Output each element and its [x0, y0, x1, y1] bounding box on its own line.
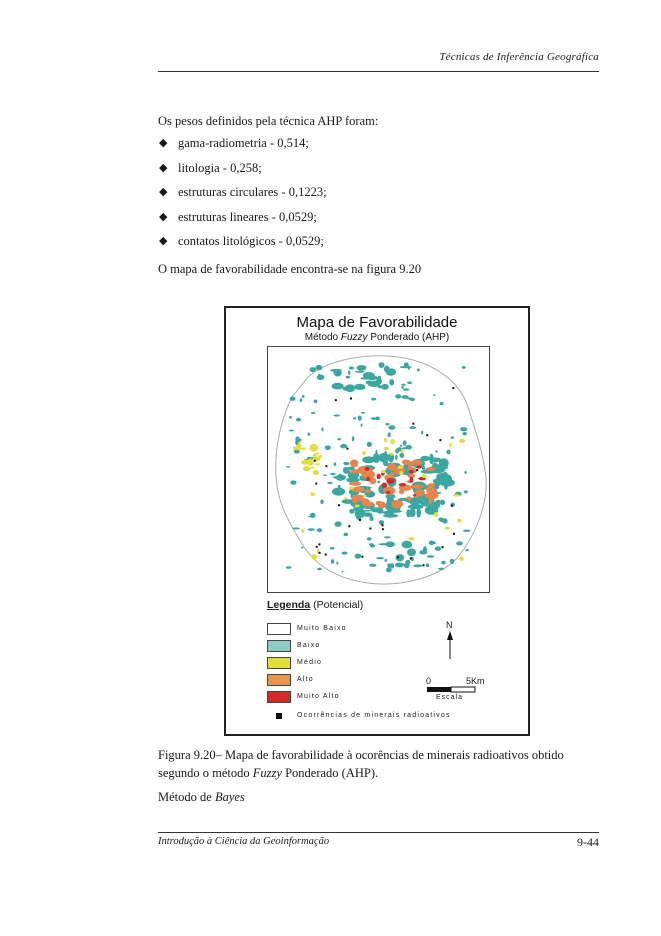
occurrence-marker [325, 465, 327, 467]
occurrence-marker [441, 546, 443, 548]
map-patch [441, 561, 445, 565]
map-patch [390, 563, 394, 569]
map-patch [286, 466, 291, 468]
map-patch [411, 484, 424, 488]
map-patch [408, 537, 414, 540]
occurrence-marker [338, 504, 340, 506]
occurrence-marker [359, 519, 361, 521]
map-patch [344, 497, 347, 499]
map-patch [417, 369, 420, 372]
map-patch [378, 385, 384, 388]
map-patch [346, 376, 351, 379]
map-patch [317, 528, 322, 532]
map-patch [350, 459, 358, 467]
map-patch [369, 564, 376, 567]
occurrence-marker [315, 483, 317, 485]
map-subtitle: Método Fuzzy Ponderado (AHP) [304, 332, 450, 343]
map-patch [343, 533, 348, 537]
map-patch [428, 483, 436, 487]
map-patch [345, 384, 355, 392]
map-patch [396, 554, 405, 561]
map-patch [378, 502, 386, 509]
map-patch [367, 442, 372, 447]
map-patch [323, 474, 327, 476]
map-patch [332, 488, 345, 496]
map-patch [327, 482, 333, 484]
map-patch [336, 562, 338, 565]
map-patch [379, 520, 384, 525]
map-patch [310, 513, 316, 518]
map-patch [308, 433, 311, 436]
map-patch [369, 516, 373, 521]
map-patch [446, 450, 450, 455]
map-patch [361, 423, 363, 426]
figure-caption: Figura 9.20– Mapa de favorabilidade à ocorências de minerais radioativos obtido segundo o método Fuzzy Ponderado (AHP). [158, 748, 564, 780]
map-patch [362, 495, 366, 497]
map-patch [384, 559, 387, 562]
map-patch [384, 536, 391, 538]
map-patch [400, 483, 406, 486]
map-patch [407, 548, 416, 556]
map-patch [360, 386, 366, 389]
list-item: ◆ litologia - 0,258; [159, 160, 262, 175]
map-patch [464, 471, 466, 474]
map-patch [377, 481, 380, 484]
map-patch [334, 521, 341, 526]
map-patch [422, 474, 427, 478]
map-title: Mapa de Favorabilidade [296, 314, 458, 331]
map-patch [365, 467, 370, 471]
map-patch [462, 432, 467, 436]
map-patch [313, 470, 319, 475]
bullet-icon: ◆ [159, 161, 168, 174]
map-patch [358, 416, 362, 421]
map-patch [406, 496, 411, 501]
map-patch [401, 384, 405, 386]
map-patch [427, 555, 435, 558]
map-patch [457, 519, 461, 522]
map-patch [318, 374, 320, 376]
map-patch [450, 559, 454, 564]
map-patch [459, 439, 465, 443]
map-patch [342, 551, 348, 554]
map-patch [409, 470, 414, 474]
occurrence-marker [348, 525, 350, 527]
map-patch [451, 436, 454, 439]
map-patch [381, 470, 385, 473]
map-patch [307, 528, 314, 531]
map-patch [340, 444, 347, 448]
map-patch [413, 564, 422, 567]
map-patch [435, 500, 441, 505]
map-patch [439, 518, 445, 522]
map-patch [381, 483, 387, 488]
map-patch [331, 559, 334, 563]
map-patch [449, 443, 451, 448]
map-patch [313, 453, 317, 459]
scale-label: Escala [436, 694, 464, 701]
map-patch [307, 459, 314, 466]
map-patch [309, 444, 318, 452]
map-patch [301, 547, 303, 549]
map-patch [465, 549, 468, 551]
map-patch [409, 477, 413, 483]
list-item: ◆ estruturas circulares - 0,1223; [159, 185, 327, 199]
map-patch [337, 474, 343, 481]
map-patch [444, 480, 448, 490]
map-patch [384, 366, 389, 373]
map-patch [289, 430, 295, 432]
occurrence-marker [439, 439, 441, 441]
occurrence-marker [369, 527, 371, 529]
map-patch [377, 474, 381, 480]
north-arrow-icon [445, 631, 455, 659]
map-patch [398, 466, 404, 469]
bullet-icon: ◆ [159, 210, 168, 223]
map-patch [310, 492, 315, 495]
bullet-icon: ◆ [159, 137, 168, 149]
map-patch [362, 451, 365, 455]
map-patch [426, 563, 429, 567]
map-patch [385, 491, 390, 494]
map-patch [407, 381, 412, 384]
map-patch [401, 386, 404, 389]
map-patch [429, 541, 434, 546]
page-number: 9-44 [577, 835, 599, 849]
map-patch [417, 508, 421, 518]
footer-title: Introdução à Ciência da Geoinformação [158, 836, 330, 847]
map-patch [292, 527, 300, 529]
map-patch [286, 566, 292, 569]
map-patch [406, 509, 411, 517]
occurrence-marker [412, 423, 414, 425]
map-patch [388, 432, 391, 437]
map-patch [459, 556, 464, 560]
map-patch [429, 454, 433, 464]
map-patch [341, 571, 343, 573]
map-patch [303, 466, 310, 471]
map-patch [444, 527, 450, 530]
footer-rule [158, 832, 599, 833]
map-patch [317, 568, 322, 571]
map-patch [390, 472, 395, 479]
occurrence-marker [416, 469, 418, 471]
favorability-map [267, 346, 490, 593]
map-patch [390, 439, 395, 444]
weights-list [158, 136, 327, 259]
figure-frame: Mapa de Favorabilidade Método Fuzzy Ponderado (AHP) Legenda (Potencial) Muito Baixo Baixo Médio Alto Muito Alto Ocorrências de minerais radioativos N 0 5Km Escala [224, 306, 530, 736]
occurrence-marker [451, 505, 453, 507]
map-patch [421, 431, 423, 435]
occurrence-marker [382, 524, 384, 526]
list-item: ◆ gama-radiometria - 0,514; [159, 136, 309, 150]
map-patch [435, 450, 438, 452]
map-patch [325, 445, 331, 450]
map-patch [384, 447, 389, 450]
map-patch [352, 436, 354, 441]
section-heading: Método de Bayes [158, 790, 245, 804]
occurrence-marker [319, 552, 321, 554]
map-patch [349, 471, 362, 474]
map-patch [399, 471, 403, 475]
map-patch [456, 541, 462, 545]
map-patch [371, 398, 376, 401]
intro-paragraph: Os pesos definidos pela técnica AHP foram: [158, 114, 379, 128]
occurrence-marker [397, 556, 399, 558]
map-patch [349, 482, 361, 486]
map-patch [423, 546, 427, 553]
map-patch [349, 486, 354, 489]
map-patch [332, 383, 344, 390]
map-patch [453, 494, 460, 497]
map-patch [401, 395, 408, 399]
occurrence-marker [314, 460, 316, 462]
map-patch [317, 375, 325, 380]
map-patch [300, 398, 303, 402]
occurrence-marker [318, 543, 320, 545]
running-header: Técnicas de Inferência Geográfica [439, 51, 599, 63]
map-patch [436, 473, 448, 480]
map-patch [311, 554, 317, 560]
figure-reference: O mapa de favorabilidade encontra-se na figura 9.20 [158, 262, 422, 276]
map-patch [384, 438, 387, 442]
legend-swatch [267, 640, 291, 652]
map-patch [429, 496, 433, 504]
map-patch [357, 365, 367, 371]
legend-swatch [267, 691, 291, 703]
map-patch [355, 553, 362, 558]
map-patch [310, 466, 315, 468]
map-patch [366, 477, 370, 482]
map-patch [385, 423, 389, 426]
map-graphic [268, 347, 489, 592]
map-patch [314, 400, 318, 404]
map-patch [311, 412, 316, 414]
map-patch [376, 557, 384, 559]
scale-bar [426, 686, 476, 694]
north-label: N [446, 620, 453, 630]
map-patch [390, 478, 395, 482]
map-patch [363, 501, 374, 507]
map-patch [379, 362, 385, 368]
occurrence-marker [453, 533, 455, 535]
map-patch [365, 489, 372, 493]
occurrence-marker [382, 528, 384, 530]
map-patch [290, 480, 296, 484]
map-patch [433, 394, 436, 396]
map-patch [462, 366, 466, 369]
map-patch [296, 418, 301, 422]
map-patch [434, 512, 438, 517]
map-patch [315, 463, 319, 466]
map-patch [404, 563, 410, 569]
map-patch [371, 417, 378, 420]
occurrence-marker [410, 557, 412, 559]
map-patch [432, 462, 437, 467]
map-patch [395, 562, 404, 567]
occurrence-marker [335, 399, 337, 401]
map-patch [321, 427, 323, 431]
map-patch [460, 427, 467, 431]
legend-swatch [267, 623, 291, 635]
map-patch [334, 462, 337, 466]
scale-end-label: 5Km [466, 676, 485, 686]
map-patch [399, 453, 404, 458]
map-patch [464, 490, 468, 493]
map-patch [355, 371, 365, 373]
bullet-icon: ◆ [159, 235, 168, 247]
map-patch [363, 372, 375, 379]
map-patch [293, 446, 301, 450]
occurrence-marker [316, 546, 318, 548]
map-patch [384, 487, 396, 496]
list-item: ◆ contatos litológicos - 0,0529; [159, 234, 324, 248]
map-patch [402, 541, 412, 549]
map-patch [383, 511, 395, 515]
map-patch [353, 417, 356, 419]
map-patch [337, 438, 341, 440]
map-patch [409, 426, 416, 429]
bullet-icon: ◆ [159, 186, 168, 198]
map-patch [352, 487, 365, 493]
map-patch [386, 567, 392, 572]
legend-swatch [267, 657, 291, 669]
map-patch [389, 379, 394, 385]
map-patch [463, 529, 471, 532]
map-patch [440, 402, 444, 405]
legend-title: Legenda (Potencial) [267, 599, 364, 611]
map-patch [320, 500, 323, 505]
map-patch [355, 505, 360, 508]
occurrence-marker-icon [276, 713, 282, 719]
map-patch [403, 388, 410, 390]
map-patch [416, 465, 421, 468]
occurrence-marker [346, 448, 348, 450]
map-patch [390, 453, 394, 456]
map-patch [410, 499, 420, 506]
map-patch [367, 537, 372, 540]
map-patch [330, 473, 335, 475]
occurrence-marker [361, 556, 363, 558]
occurrence-marker [350, 397, 352, 399]
map-patch [379, 453, 390, 463]
map-patch [334, 414, 340, 416]
legend-swatch [267, 674, 291, 686]
map-patch [361, 412, 365, 414]
map-patch [295, 436, 299, 442]
map-patch [395, 455, 398, 461]
occurrence-marker [452, 387, 454, 389]
map-patch [413, 494, 416, 496]
map-patch [302, 395, 305, 398]
map-patch [408, 462, 413, 470]
map-patch [426, 467, 436, 471]
map-patch [289, 396, 295, 400]
scale-start-label: 0 [426, 676, 432, 686]
map-patch [289, 416, 292, 419]
map-patch [387, 463, 396, 471]
map-patch [349, 367, 354, 370]
occurrence-marker [325, 554, 327, 556]
header-rule [158, 71, 599, 72]
map-patch [310, 367, 316, 372]
occurrence-marker [422, 564, 424, 566]
map-patch [403, 440, 407, 445]
map-patch [301, 529, 304, 534]
map-patch [400, 445, 403, 447]
map-patch [392, 500, 403, 509]
map-patch [399, 489, 404, 494]
map-patch [315, 365, 322, 371]
map-patch [438, 568, 445, 570]
map-patch [330, 547, 335, 550]
map-patch [435, 546, 441, 551]
list-item: ◆ estruturas lineares - 0,0529; [159, 209, 317, 224]
map-patch [395, 394, 401, 398]
map-patch [400, 366, 412, 368]
map-patch [401, 449, 404, 454]
map-patch [379, 543, 389, 545]
map-patch [388, 425, 395, 430]
occurrence-marker [426, 434, 428, 436]
map-patch [369, 543, 374, 545]
map-patch [343, 462, 349, 465]
map-patch [333, 369, 341, 376]
map-patch [348, 370, 350, 375]
map-patch [355, 509, 366, 518]
